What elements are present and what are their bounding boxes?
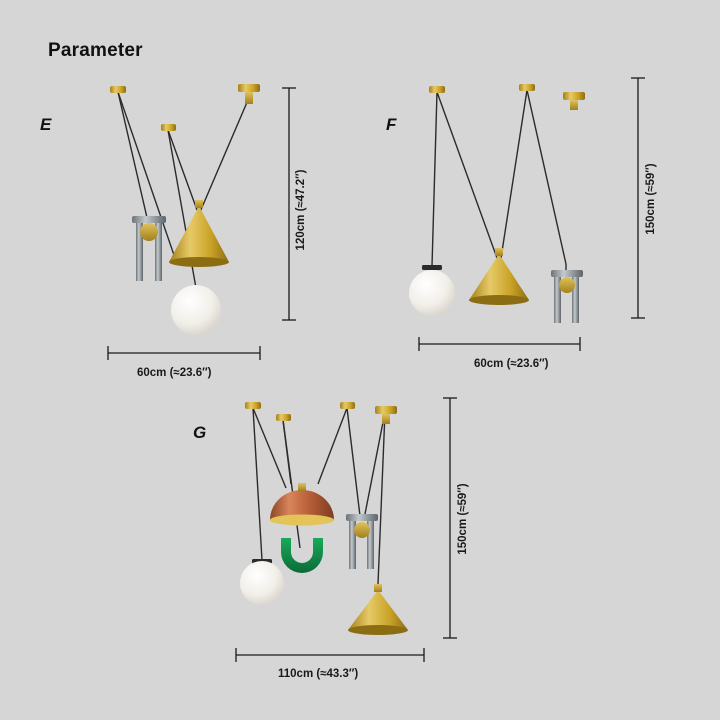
dimension-height-g: 150cm (≈59″) [457, 483, 469, 555]
brass-cone-pendant-g [348, 584, 408, 635]
opal-globe-pendant-e [171, 285, 221, 335]
dimension-line-height-e [282, 88, 296, 320]
dimension-width-g: 110cm (≈43.3″) [278, 668, 359, 680]
variant-label-g: G [193, 423, 207, 442]
variant-f-cords [432, 90, 566, 272]
variant-f-mounts [429, 84, 585, 110]
brass-cone-pendant-f [469, 248, 529, 305]
dimension-width-f: 60cm (≈23.6″) [474, 358, 549, 370]
steel-tube-pendant-g [346, 514, 378, 569]
dimension-line-width-g [236, 648, 424, 662]
dimension-line-height-f [631, 78, 645, 318]
dimension-line-width-f [419, 337, 580, 351]
dimension-line-height-g [443, 398, 457, 638]
green-arc-pendant-g [281, 538, 323, 573]
page-title: Parameter [48, 40, 143, 61]
dimension-line-width-e [108, 346, 260, 360]
variant-f-drawing [409, 78, 645, 351]
dimension-height-f: 150cm (≈59″) [645, 163, 657, 235]
variant-g-mounts [245, 402, 397, 424]
opal-globe-pendant-g [240, 559, 284, 605]
brass-cone-pendant-e [169, 200, 229, 267]
copper-dome-pendant-g [270, 483, 334, 526]
steel-tube-pendant-f [551, 270, 583, 323]
dimension-width-e: 60cm (≈23.6″) [137, 367, 212, 379]
opal-globe-pendant-f [409, 265, 455, 316]
variant-e-drawing [108, 84, 296, 360]
variant-label-f: F [386, 115, 397, 134]
dimension-height-e: 120cm (≈47.2″) [295, 169, 307, 251]
variant-label-e: E [40, 115, 52, 134]
steel-tube-pendant-e [132, 216, 166, 281]
variant-g-drawing [236, 398, 457, 662]
